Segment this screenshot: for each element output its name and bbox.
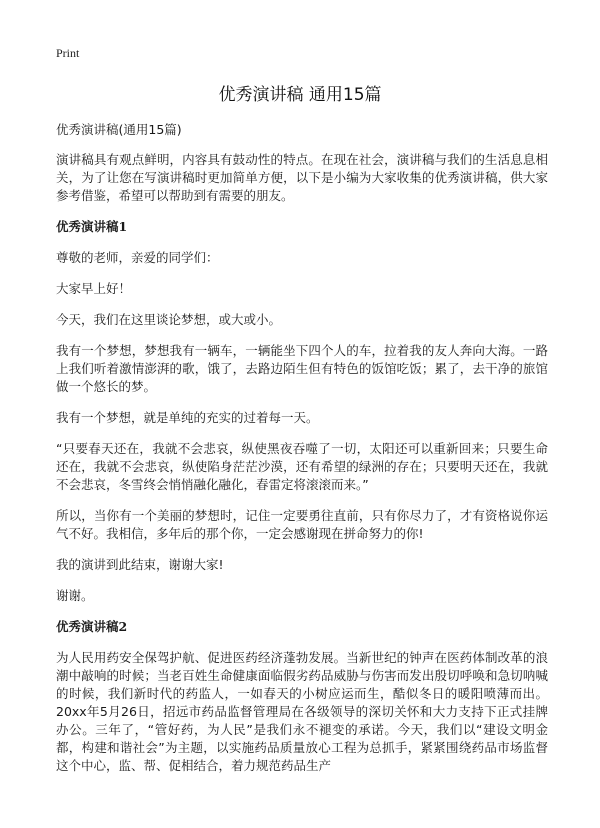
paragraph: “只要春天还在，我就不会悲哀，纵使黑夜吞噬了一切，太阳还可以重新回来；只要生命还在，我就不会悲哀，纵使陷身茫茫沙漠，还有希望的绿洲的存在；只要明天还在，我就不会悲哀，冬雪终会悄悄融化融化，春雷定将滚滚而来。” — [56, 441, 548, 492]
paragraph: 尊敬的老师，亲爱的同学们： — [56, 250, 219, 265]
document-subtitle: 优秀演讲稿(通用15篇) — [56, 122, 182, 137]
section-heading: 优秀演讲稿2 — [56, 619, 128, 634]
print-label[interactable]: Print — [56, 46, 80, 60]
intro-paragraph: 演讲稿具有观点鲜明，内容具有鼓动性的特点。在现在社会，演讲稿与我们的生活息息相关，为了让您在写演讲稿时更加简单方便，以下是小编为大家收集的优秀演讲稿，供大家参考借鉴，希望可以帮助到有需要的朋友。 — [56, 152, 548, 203]
section-heading: 优秀演讲稿1 — [56, 219, 128, 234]
paragraph: 今天，我们在这里谈论梦想，或大或小。 — [56, 312, 282, 327]
paragraph: 为人民用药安全保驾护航、促进医药经济蓬勃发展。当新世纪的钟声在医药体制改革的浪潮中敲响的时候；当老百姓生命健康面临假劣药品威胁与伤害而发出殷切呼唤和急切呐喊的时候，我们新时代的药监人，一如春天的小树应运而生，酷似冬日的暖阳喷薄而出。20xx年5月26日，招远市药品监督管理局在各级领导的深切关怀和大力支持下正式挂牌办公。三年了，“管好药，为人民”是我们永不褪变的承诺。今天，我们以“建设文明金都，构建和谐社会”为主题，以实施药品质量放心工程为总抓手，紧紧围绕药品市场监督这个中心，监、帮、促相结合，着力规范药品生产 — [56, 650, 548, 773]
document-body — [56, 121, 548, 788]
paragraph: 谢谢。 — [56, 588, 94, 603]
paragraph: 我有一个梦想，就是单纯的充实的过着每一天。 — [56, 410, 319, 425]
paragraph: 我有一个梦想，梦想我有一辆车，一辆能坐下四个人的车，拉着我的友人奔向大海。一路上我们听着激情澎湃的歌，饿了，去路边陌生但有特色的饭馆吃饭；累了，去干净的旅馆做一个悠长的梦。 — [56, 343, 548, 394]
document-title: 优秀演讲稿 通用15篇 — [218, 85, 382, 105]
paragraph: 大家早上好！ — [56, 281, 132, 296]
paragraph: 我的演讲到此结束，谢谢大家! — [56, 557, 224, 572]
paragraph: 所以，当你有一个美丽的梦想时，记住一定要勇往直前，只有你尽力了，才有资格说你运气不好。我相信，多年后的那个你，一定会感谢现在拼命努力的你! — [56, 508, 548, 541]
